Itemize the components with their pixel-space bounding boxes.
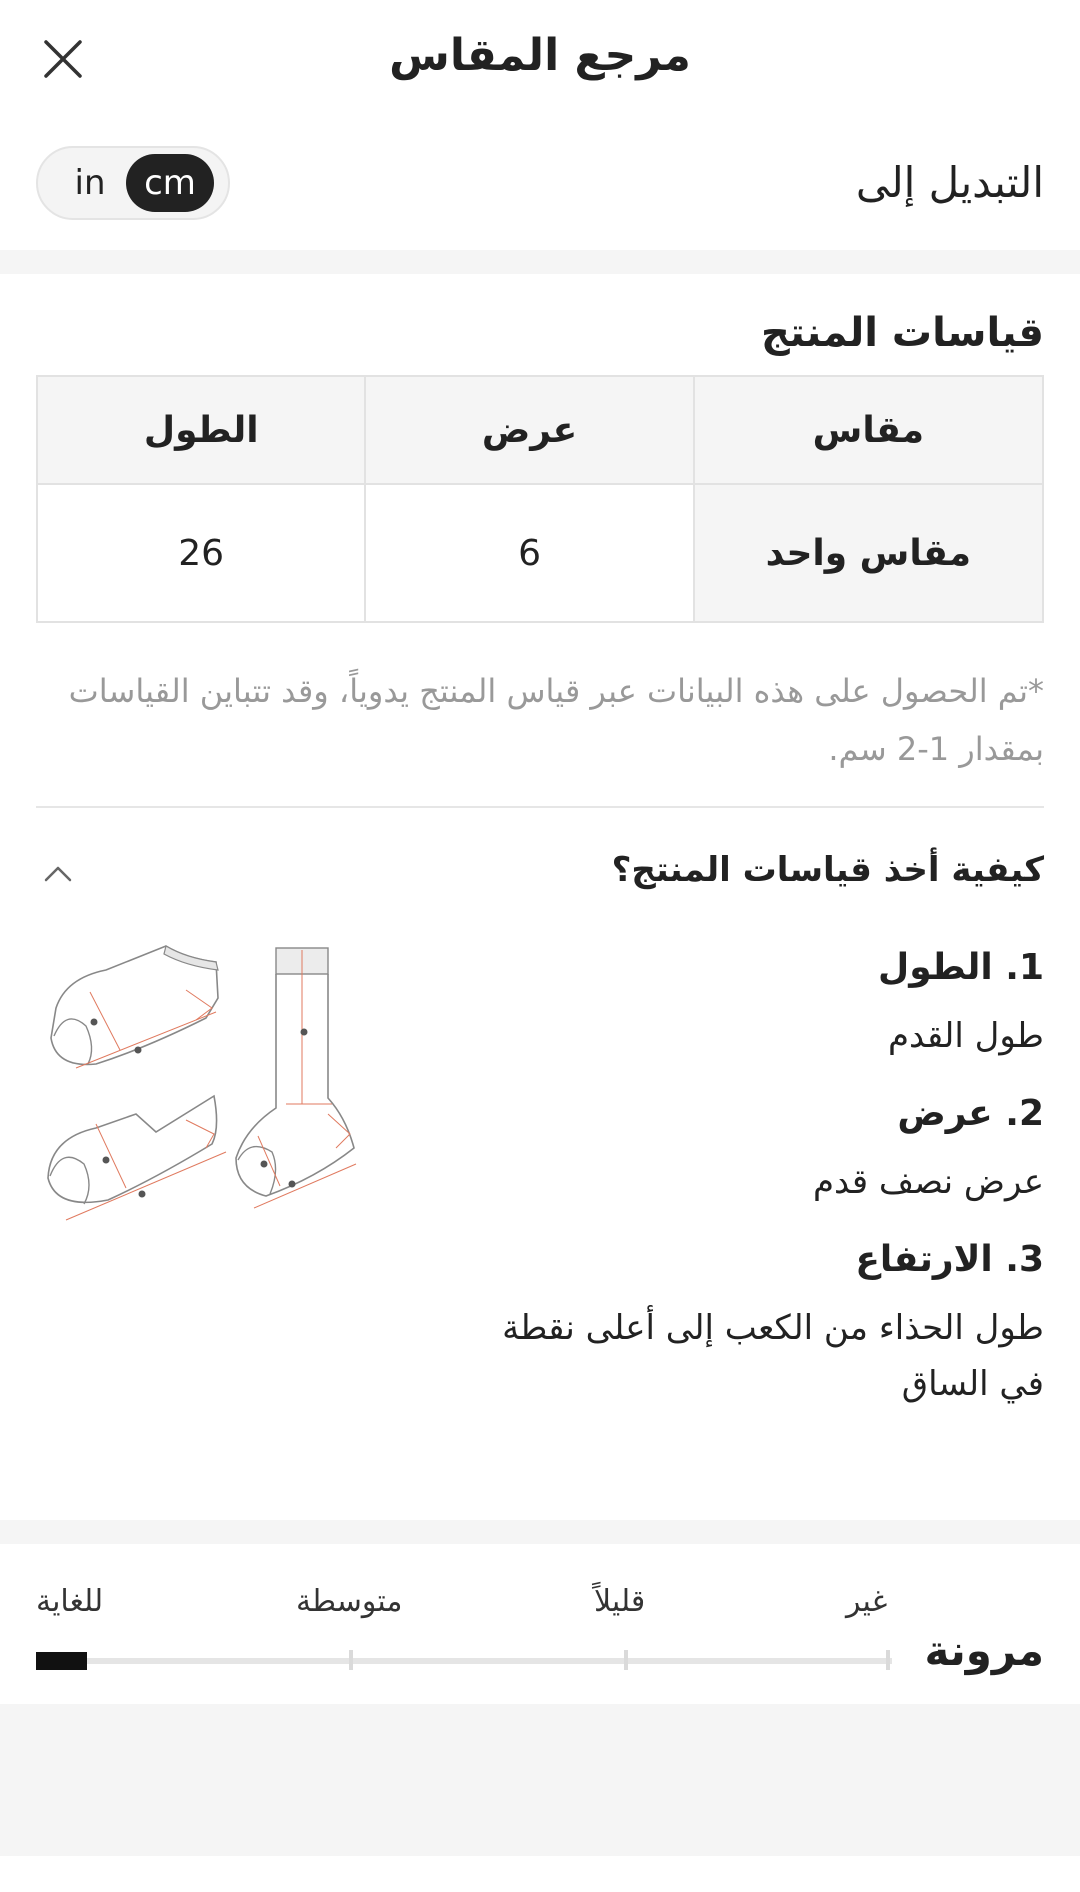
table-cell-width: 6 bbox=[365, 484, 693, 622]
product-measurements-title: قياسات المنتج bbox=[760, 310, 1044, 356]
elasticity-scale-high: للغاية bbox=[36, 1584, 104, 1619]
measurement-instructions bbox=[484, 940, 1044, 1434]
elasticity-scale-none: غير bbox=[846, 1584, 888, 1619]
section-divider bbox=[0, 1520, 1080, 1544]
page-title: مرجع المقاس bbox=[389, 30, 691, 81]
unit-switch-row bbox=[0, 118, 1080, 250]
measure-width-description: عرض نصف قدم bbox=[812, 1162, 1044, 1202]
section-divider bbox=[0, 250, 1080, 274]
unit-option-cm[interactable]: cm bbox=[126, 154, 214, 212]
table-header-size: مقاس bbox=[694, 376, 1043, 484]
unit-toggle[interactable] bbox=[36, 146, 230, 220]
table-header-row bbox=[37, 376, 1043, 484]
elasticity-scale-medium: متوسطة bbox=[296, 1584, 403, 1619]
table-header-width: عرض bbox=[365, 376, 693, 484]
list-item bbox=[484, 1086, 1044, 1210]
table-row bbox=[37, 484, 1043, 622]
sock-diagram-icon bbox=[36, 938, 436, 1248]
sheet-header bbox=[0, 0, 1080, 118]
unit-switch-label: التبديل إلى bbox=[855, 158, 1044, 207]
how-to-measure-title[interactable]: كيفية أخذ قياسات المنتج؟ bbox=[611, 850, 1044, 890]
table-header-length: الطول bbox=[37, 376, 365, 484]
bottom-spacer bbox=[0, 1704, 1080, 1856]
size-table bbox=[36, 375, 1044, 623]
socks-measurement-diagram bbox=[36, 938, 436, 1248]
elasticity-scale-slight: قليلاً bbox=[594, 1584, 646, 1619]
elasticity-label: مرونة bbox=[924, 1626, 1044, 1675]
elasticity-track bbox=[36, 1658, 892, 1664]
table-cell-size: مقاس واحد bbox=[694, 484, 1043, 622]
measure-width-heading: 2. عرض bbox=[897, 1093, 1044, 1134]
chevron-up-icon[interactable] bbox=[42, 858, 74, 890]
table-cell-length: 26 bbox=[37, 484, 365, 622]
measure-height-heading: 3. الارتفاع bbox=[855, 1239, 1044, 1280]
measure-length-heading: 1. الطول bbox=[877, 947, 1044, 988]
collapse-button[interactable] bbox=[42, 858, 74, 890]
divider bbox=[36, 806, 1044, 808]
measure-length-description: طول القدم bbox=[887, 1016, 1044, 1056]
list-item bbox=[484, 1232, 1044, 1412]
elasticity-fill bbox=[36, 1652, 87, 1670]
elasticity-tick bbox=[624, 1650, 628, 1670]
unit-option-in[interactable]: in bbox=[74, 163, 106, 203]
elasticity-tick bbox=[886, 1650, 890, 1670]
measurement-note: *تم الحصول على هذه البيانات عبر قياس المنتج يدوياً، وقد تتباين القياسات بمقدار 1-2 سم. bbox=[68, 672, 1044, 768]
elasticity-tick bbox=[349, 1650, 353, 1670]
measure-height-description: طول الحذاء من الكعب إلى أعلى نقطة في الساق bbox=[502, 1308, 1044, 1404]
list-item bbox=[484, 940, 1044, 1064]
elasticity-row bbox=[0, 1544, 1080, 1704]
